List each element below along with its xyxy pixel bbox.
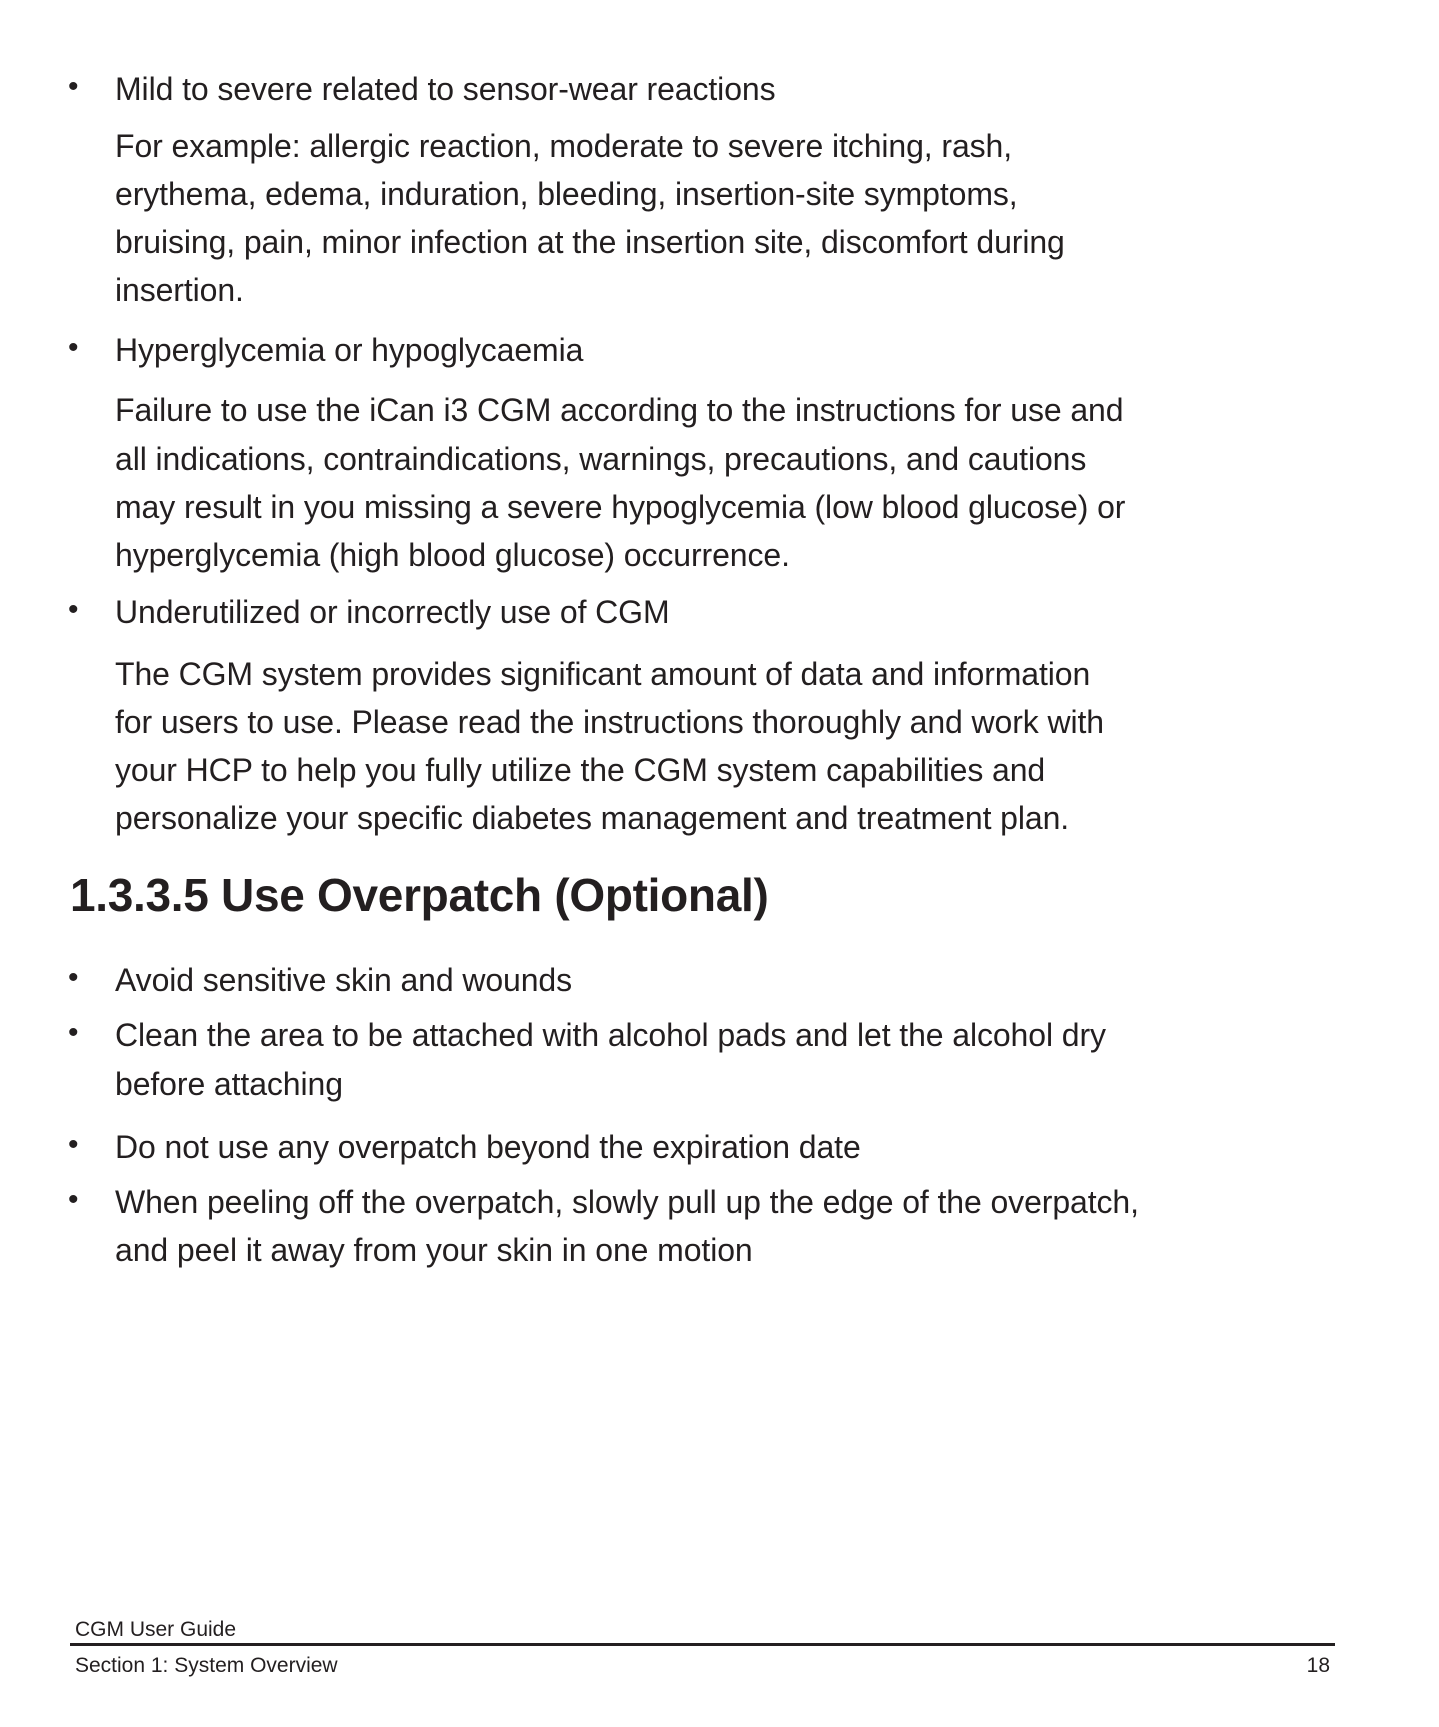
bullet-icon: • — [68, 593, 79, 626]
footer-section: Section 1: System Overview — [75, 1654, 338, 1677]
bullet-icon: • — [68, 961, 79, 994]
bullet-body-line: bruising, pain, minor infection at the insertion site, discomfort during — [115, 224, 1065, 260]
bullet-icon: • — [68, 331, 79, 364]
bullet-body-line: all indications, contraindications, warnings, precautions, and cautions — [115, 441, 1087, 477]
bullet-title: Underutilized or incorrectly use of CGM — [115, 594, 670, 630]
bullet-body-line: for users to use. Please read the instructions thoroughly and work with — [115, 704, 1104, 740]
bullet-body-line: may result in you missing a severe hypoglycemia (low blood glucose) or — [115, 489, 1126, 525]
bullet-text: Do not use any overpatch beyond the expiration date — [115, 1129, 861, 1165]
bullet-icon: • — [68, 1183, 79, 1216]
bullet-text: Avoid sensitive skin and wounds — [115, 962, 573, 998]
page-number: 18 — [1306, 1654, 1330, 1677]
bullet-text: and peel it away from your skin in one motion — [115, 1232, 753, 1268]
bullet-body-line: Failure to use the iCan i3 CGM according to the instructions for use and — [115, 392, 1124, 428]
bullet-body-line: your HCP to help you fully utilize the CGM system capabilities and — [115, 752, 1046, 788]
bullet-body-line: For example: allergic reaction, moderate to severe itching, rash, — [115, 128, 1013, 164]
bullet-body-line: erythema, edema, induration, bleeding, insertion-site symptoms, — [115, 176, 1018, 212]
bullet-icon: • — [68, 1128, 79, 1161]
footer-divider — [70, 1643, 1335, 1646]
bullet-title: Mild to severe related to sensor-wear reactions — [115, 71, 776, 107]
bullet-text: When peeling off the overpatch, slowly pull up the edge of the overpatch, — [115, 1184, 1139, 1220]
bullet-icon: • — [68, 70, 79, 103]
section-heading: 1.3.3.5 Use Overpatch (Optional) — [70, 869, 769, 921]
bullet-body-line: hyperglycemia (high blood glucose) occurrence. — [115, 537, 790, 573]
bullet-body-line: insertion. — [115, 272, 244, 308]
bullet-text: before attaching — [115, 1066, 343, 1102]
bullet-title: Hyperglycemia or hypoglycaemia — [115, 332, 584, 368]
footer-doc-title: CGM User Guide — [75, 1618, 237, 1641]
bullet-body-line: personalize your specific diabetes management and treatment plan. — [115, 800, 1070, 836]
bullet-text: Clean the area to be attached with alcohol pads and let the alcohol dry — [115, 1017, 1106, 1053]
bullet-icon: • — [68, 1016, 79, 1049]
bullet-body-line: The CGM system provides significant amount of data and information — [115, 656, 1091, 692]
